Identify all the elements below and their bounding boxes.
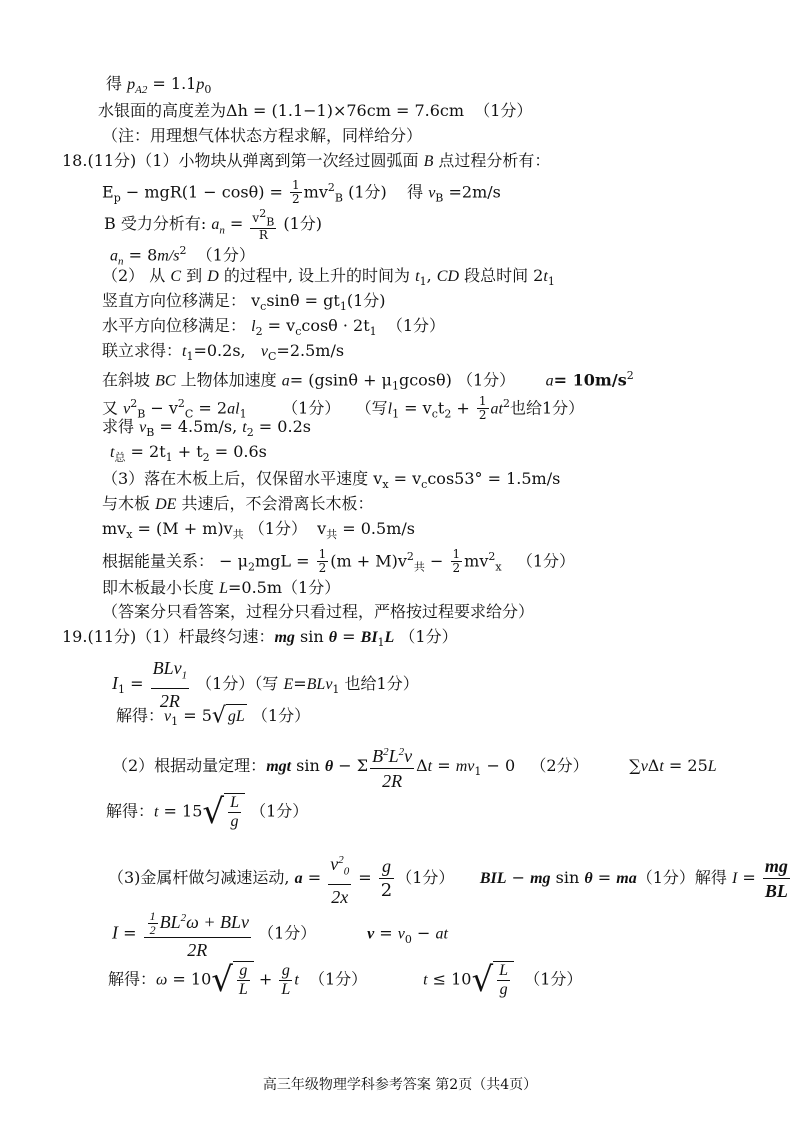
fraction: $\frac{1}{2}$ bbox=[318, 547, 327, 576]
line-force-analysis: B 受力分析有: $a_n$ = $\frac{v^2_B}{R}$ (1分) bbox=[104, 207, 323, 243]
fraction: $\frac{L}{g}$ bbox=[499, 962, 509, 998]
line-momentum: $mv_x = (M + m)v_共$ （1分） $v_共 = 0.5m/s$ bbox=[102, 519, 415, 542]
line-kinematics: 又 $v^2_B - v^2_C = 2al_1$ （1分） （写$l_1 = v_ct_2$ + $\frac{1}{2}$ $at^2$也给1分） bbox=[102, 394, 585, 423]
page-footer: 高三年级物理学科参考答案 第2页（共4页） bbox=[262, 1077, 538, 1093]
fraction: $\frac{1}{2}$ bbox=[292, 178, 300, 207]
square-root: √ gL bbox=[211, 703, 245, 729]
line-current-expression: I = $\frac{1}{2}$ $BL^2\omega$ + BLv 2R （1分） $v = v_0$ − at bbox=[112, 906, 448, 962]
fraction: $\frac{1}{2}$ bbox=[452, 547, 461, 576]
square-root: √ $\frac{L}{g}$ bbox=[471, 961, 514, 999]
fraction: $\frac{v^2_B}{R}$ bbox=[252, 207, 275, 243]
fraction: $\frac{B^2L^2v}{2R}$ bbox=[370, 740, 414, 793]
line-omega: 解得：ω = 10√ $\frac{g}{L}$ + $\frac{g}{L}$ t （1分） t ≤ 10√ $\frac{L}{g}$ （1分） bbox=[108, 960, 583, 1000]
line-deceleration: （3)金属杆做匀减速运动, a = $\frac{v^2_0}{2x}$ = $\frac{g}{2}$ （1分） BIL − mg sin θ = ma（1分）解得 I = $\frac{mg}{BL}$ bbox=[108, 848, 792, 909]
line-horizontal: 水平方向位移满足： $l_2 = v_c\cos\theta \cdot 2t_1$ （1分） bbox=[102, 316, 446, 339]
fraction: $\frac{mg}{BL}$ bbox=[764, 855, 788, 901]
line-height-diff: 水银面的高度差为Δh = (1.1−1)×76cm = 7.6cm （1分） bbox=[98, 101, 533, 120]
fraction: $\frac{g}{L}$ bbox=[281, 961, 291, 998]
line-vB: 求得 $v_B = 4.5m/s$, $t_2 = 0.2s$ bbox=[102, 417, 311, 440]
line-part-2: （2） 从 C 到 D 的过程中, 设上升的时间为 $t_1$, CD 段总时间 $2t_1$ bbox=[102, 266, 555, 289]
question-18-heading: 18.(11分)（1）小物块从弹离到第一次经过圆弧面 B 点过程分析有： bbox=[62, 151, 551, 170]
line-time: 解得：t = 15√ $\frac{L}{g}$ （1分） bbox=[106, 792, 309, 832]
square-root: √ $\frac{g}{L}$ bbox=[211, 961, 254, 999]
line-current: $I_1$ = $\frac{BLv_1}{2R}$ （1分）（写 E=BLv$_1$ 也给1分） bbox=[112, 658, 419, 711]
fraction: $\frac{L}{g}$ bbox=[230, 794, 239, 830]
fraction: $\frac{BLv_1}{2R}$ bbox=[152, 658, 188, 711]
line-grading-note: （答案分只看答案，过程分只看过程，严格按过程要求给分） bbox=[102, 602, 535, 621]
square-root: √ $\frac{L}{g}$ bbox=[202, 793, 245, 831]
line-vertical: 竖直方向位移满足： $v_c\sin\theta = gt_1(1$分) bbox=[102, 291, 386, 314]
line-total-time: $t_总 = 2t_1 + t_2 = 0.6s$ bbox=[110, 442, 267, 465]
line-min-length: 即木板最小长度 L=0.5m（1分） bbox=[102, 578, 341, 597]
line-note: （注：用理想气体状态方程求解，同样给分） bbox=[102, 126, 423, 145]
line-part-3: （3）落在木板上后，仅保留水平速度 $v_x = v_c\cos 53^\circ = 1.5m/s$ bbox=[102, 469, 561, 492]
fraction: $\frac{v^2_0}{2x}$ bbox=[328, 848, 351, 909]
fraction: $\frac{1}{2}$ bbox=[149, 909, 156, 938]
fraction: $\frac{g}{L}$ bbox=[238, 962, 248, 998]
question-19-heading: 19.(11分)（1）杆最终匀速：mg $\sin \theta = BI_1L$ （1分） bbox=[62, 627, 458, 650]
line-pA2: 得 $p_{A2} = 1.1p_0$ bbox=[106, 74, 212, 97]
line-energy-relation: 根据能量关系： − $\mu_2mgL$ = $\frac{1}{2}$ $(m + M)v^2_共$ − $\frac{1}{2}$ $mv^2_x$ （1分） bbox=[102, 547, 576, 576]
fraction: $\frac{g}{2}$ bbox=[380, 855, 393, 901]
line-v1: 解得：$v_1 = 5√$ gL （1分） bbox=[116, 703, 311, 729]
line-momentum-theorem: （2）根据动量定理：mgt sin θ − Σ $\frac{B^2L^2v}{2R}$ $\Delta t = mv_1 - 0$ （2分） ∑vΔt = 25L bbox=[112, 740, 717, 793]
line-common-speed: 与木板 DE 共速后，不会滑离长木板： bbox=[102, 494, 374, 513]
line-solve: 联立求得：$t_1=0.2s$, $v_C=2.5m/s$ bbox=[102, 341, 345, 364]
line-slope-accel: 在斜坡 BC 上物体加速度 $a= (gsin\theta + \mu_1gcos\theta)$ （1分） $a= 10m/s^2$ bbox=[102, 369, 634, 393]
fraction: $\frac{1}{2}$ bbox=[478, 394, 487, 423]
line-an: $a_n = 8m/s^2$ （1分） bbox=[110, 244, 255, 268]
line-energy: $E_p - mgR(1 - \cos\theta)$ = $\frac{1}{2}$ $mv^2_B$ (1分) 得 $v_B =2m/s$ bbox=[102, 178, 501, 207]
fraction: $\frac{1}{2}$ $BL^2\omega$ + BLv 2R bbox=[144, 906, 251, 962]
